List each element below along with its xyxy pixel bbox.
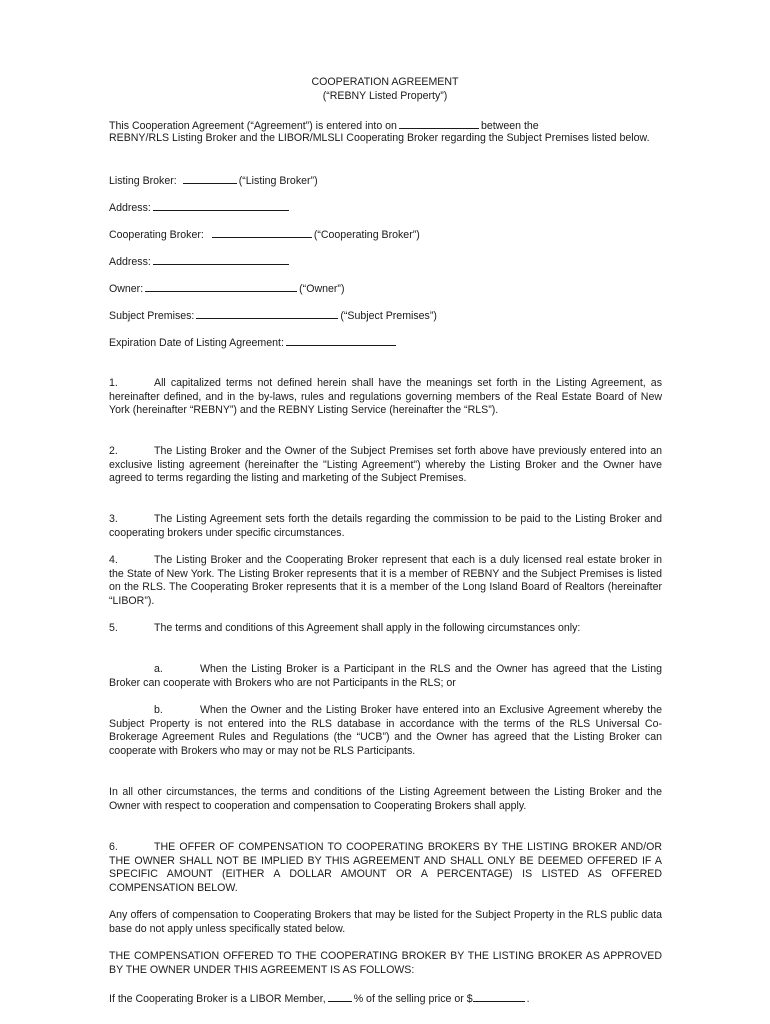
address-blank-2[interactable] <box>153 254 289 265</box>
paragraph-4-text: The Listing Broker and the Cooperating Broker represent that each is a duly licensed real estate broker in the State of New York. The Listing Broker represents that it is a member of REBNY and the Subject Premises is listed on the RLS. The Cooperating Broker represents that it is a member of the Long Island Board of Realtors (hereinafter “LIBOR”). <box>109 554 662 607</box>
date-blank[interactable] <box>399 118 479 129</box>
owner-suffix: (“Owner”) <box>299 283 345 295</box>
paragraph-5-text: The terms and conditions of this Agreement shall apply in the following circumstances only: <box>154 622 581 634</box>
subject-premises-label: Subject Premises: <box>109 310 195 322</box>
paragraph-4 <box>109 554 662 608</box>
address-label-2: Address: <box>109 256 151 268</box>
address-field-2 <box>109 254 662 270</box>
paragraph-compensation: THE COMPENSATION OFFERED TO THE COOPERATING BROKER BY THE LISTING BROKER AS APPROVED BY THE OWNER UNDER THIS AGREEMENT IS AS FOLLOWS: <box>109 950 662 976</box>
paragraph-other-circumstances: In all other circumstances, the terms and conditions of the Listing Agreement between the Listing Broker and the Owner with respect to cooperation and compensation to Cooperating Brokers shall apply. <box>109 786 662 812</box>
cooperating-broker-blank[interactable] <box>212 227 312 238</box>
intro-text-a: This Cooperation Agreement (“Agreement”) is entered into on <box>109 120 397 132</box>
listing-broker-label: Listing Broker: <box>109 175 177 187</box>
paragraph-2 <box>109 445 662 486</box>
expiration-field <box>109 335 662 351</box>
paragraph-6 <box>109 841 662 895</box>
paragraph-5a-text: When the Listing Broker is a Participant in the RLS and the Owner has agreed that the Listing Broker can cooperate with Brokers who are not Participants in the RLS; or <box>109 663 662 689</box>
listing-broker-blank[interactable] <box>183 173 237 184</box>
paragraph-4-number: 4. <box>109 554 118 566</box>
subject-premises-field <box>109 308 662 324</box>
listing-broker-field <box>109 173 662 189</box>
cooperating-broker-field <box>109 227 662 243</box>
address-field-1 <box>109 200 662 216</box>
owner-label: Owner: <box>109 283 144 295</box>
address-blank-1[interactable] <box>153 200 289 211</box>
libor-text-c: . <box>526 993 530 1005</box>
expiration-blank[interactable] <box>286 335 396 346</box>
paragraph-offers: Any offers of compensation to Cooperating Brokers that may be listed for the Subject Property in the RLS public data base do not apply unless specifically stated below. <box>109 909 662 935</box>
listing-broker-suffix: (“Listing Broker”) <box>238 175 318 187</box>
document-title: COOPERATION AGREEMENT <box>311 76 459 88</box>
intro-rest: REBNY/RLS Listing Broker and the LIBOR/MLSLI Cooperating Broker regarding the Subject Premises listed below. <box>109 132 650 144</box>
owner-field <box>109 281 662 297</box>
paragraph-6-number: 6. <box>109 841 118 853</box>
expiration-label: Expiration Date of Listing Agreement: <box>109 337 284 349</box>
paragraph-6-text: THE OFFER OF COMPENSATION TO COOPERATING BROKERS BY THE LISTING BROKER AND/OR THE OWNER SHALL NOT BE IMPLIED BY THIS AGREEMENT AND SHALL ONLY BE DEEMED OFFERED IF A SPECIFIC AMOUNT (EITHER A DOLLAR AMOUNT OR A PERCENTAGE) IS LISTED AS OFFERED COMPENSATION BELOW. <box>109 841 662 894</box>
paragraph-5b-letter: b. <box>154 704 163 716</box>
paragraph-5-number: 5. <box>109 622 118 634</box>
paragraph-5a-letter: a. <box>154 663 163 675</box>
subject-premises-blank[interactable] <box>196 308 338 319</box>
paragraph-1-number: 1. <box>109 377 118 389</box>
libor-text-a: If the Cooperating Broker is a LIBOR Member, <box>109 993 326 1005</box>
percent-blank[interactable] <box>328 991 352 1002</box>
paragraph-3 <box>109 513 662 540</box>
paragraph-3-text: The Listing Agreement sets forth the details regarding the commission to be paid to the Listing Broker and cooperating brokers under specific circumstances. <box>109 513 662 539</box>
cooperating-broker-label: Cooperating Broker: <box>109 229 204 241</box>
address-label-1: Address: <box>109 202 151 214</box>
paragraph-5 <box>109 622 662 636</box>
paragraph-5a <box>109 663 662 690</box>
paragraph-1 <box>109 377 662 418</box>
libor-text-b: % of the selling price or $ <box>353 993 473 1005</box>
paragraph-1-text: All capitalized terms not defined herein shall have the meanings set forth in the Listing Agreement, as hereinafter defined, and in the by-laws, rules and regulations governing members of the Real Estate Board of New York (hereinafter “REBNY”) and the REBNY Listing Service (hereinafter the “RLS”). <box>109 377 662 417</box>
libor-compensation-line <box>109 991 662 1007</box>
paragraph-5b-text: When the Owner and the Listing Broker have entered into an Exclusive Agreement whereby the Subject Property is not entered into the RLS database in accordance with the terms of the RLS Universal Co-Brokerage Agreement Rules and Regulations (the “UCB”) and the Owner has agreed that the Listing Broker can cooperate with Brokers who may or may not be RLS Participants. <box>109 704 662 757</box>
paragraph-2-number: 2. <box>109 445 118 457</box>
owner-blank[interactable] <box>145 281 297 292</box>
paragraph-2-text: The Listing Broker and the Owner of the Subject Premises set forth above have previously entered into an exclusive listing agreement (hereinafter the "Listing Agreement") whereby the Listing Broker and the Owner have agreed to terms regarding the listing and marketing of the Subject Premises. <box>109 445 662 485</box>
cooperating-broker-suffix: (“Cooperating Broker”) <box>313 229 420 241</box>
document-subtitle: (“REBNY Listed Property”) <box>322 90 448 102</box>
paragraph-5b <box>109 704 662 758</box>
intro-text-b: between the <box>480 120 539 132</box>
dollar-blank[interactable] <box>473 991 525 1002</box>
subject-premises-suffix: (“Subject Premises”) <box>340 310 437 322</box>
paragraph-3-number: 3. <box>109 513 118 525</box>
